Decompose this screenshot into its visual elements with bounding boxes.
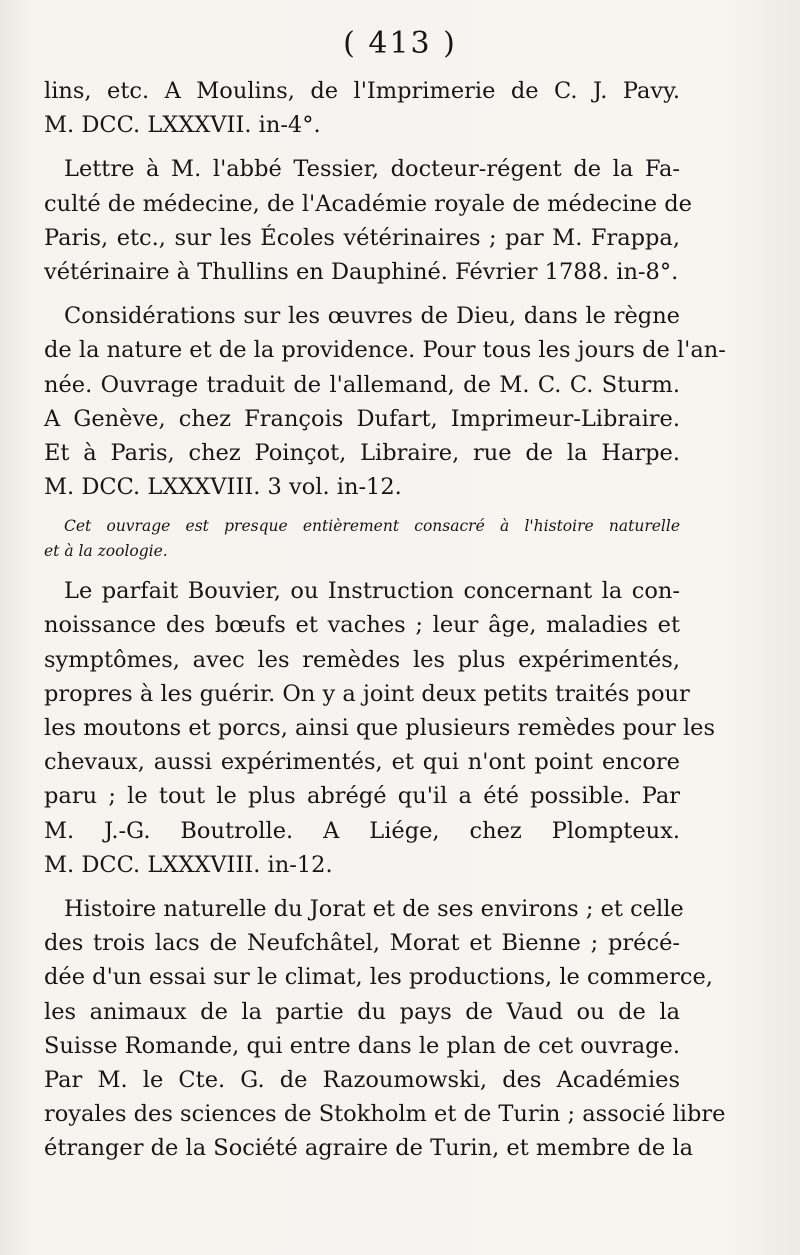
text-line: M. DCC. LXXXVIII. 3 vol. in-12. xyxy=(44,474,402,501)
text-line: de la nature et de la providence. Pour tous les jours de l'an- xyxy=(44,337,726,364)
text-line: Considérations sur les œuvres de Dieu, dans le règne xyxy=(64,303,680,330)
text-line: A Genève, chez François Dufart, Imprimeur-Libraire. xyxy=(44,405,680,432)
text-line: M. DCC. LXXXVII. in-4°. xyxy=(44,112,321,139)
text-line: des trois lacs de Neufchâtel, Morat et Bienne ; précé- xyxy=(44,930,680,957)
text-line: dée d'un essai sur le climat, les productions, le commerce, xyxy=(44,964,713,991)
entry-3-note xyxy=(44,514,680,564)
text-line: lins, etc. A Moulins, de l'Imprimerie de C. J. Pavy. xyxy=(44,78,680,104)
note-line: Cet ouvrage est presque entièrement consacré à l'histoire naturelle xyxy=(64,517,680,536)
text-line: Et à Paris, chez Poinçot, Libraire, rue de la Harpe. xyxy=(44,439,680,466)
text-line: étranger de la Société agraire de Turin, et membre de la xyxy=(44,1135,693,1162)
entry-3 xyxy=(44,299,726,504)
text-line: royales des sciences de Stokholm et de Turin ; associé libre xyxy=(44,1101,726,1128)
text-line: vétérinaire à Thullins en Dauphiné. Février 1788. in-8°. xyxy=(44,258,679,285)
text-line: paru ; le tout le plus abrégé qu'il a été possible. Par xyxy=(44,783,680,810)
entry-1 xyxy=(44,74,680,142)
text-line: Histoire naturelle du Jorat et de ses environs ; et celle xyxy=(64,895,684,922)
text-line: Suisse Romande, qui entre dans le plan de cet ouvrage. xyxy=(44,1032,680,1059)
text-line: M. DCC. LXXXVIII. in-12. xyxy=(44,851,333,878)
text-line: née. Ouvrage traduit de l'allemand, de M. C. C. Sturm. xyxy=(44,371,680,398)
entry-5 xyxy=(44,892,726,1166)
entry-4 xyxy=(44,574,716,882)
entry-2 xyxy=(44,152,692,289)
text-line: chevaux, aussi expérimentés, et qui n'ont point encore xyxy=(44,749,680,776)
text-line: propres à les guérir. On y a joint deux petits traités pour xyxy=(44,680,690,707)
text-line: les moutons et porcs, ainsi que plusieurs remèdes pour les xyxy=(44,715,716,741)
text-line: Paris, etc., sur les Écoles vétérinaires ; par M. Frappa, xyxy=(44,224,680,251)
text-line: M. J.-G. Boutrolle. A Liége, chez Plompteux. xyxy=(44,817,680,844)
page-number: ( 413 ) xyxy=(343,26,457,61)
text-line: symptômes, avec les remèdes les plus expérimentés, xyxy=(44,646,680,673)
text-line: noissance des bœufs et vaches ; leur âge, maladies et xyxy=(44,612,680,639)
text-line: Le parfait Bouvier, ou Instruction concernant la con- xyxy=(64,578,680,605)
text-line: culté de médecine, de l'Académie royale de médecine de xyxy=(44,190,692,217)
text-line: Lettre à M. l'abbé Tessier, docteur-régent de la Fa- xyxy=(64,156,680,183)
note-line: et à la zoologie. xyxy=(44,542,168,561)
page-body xyxy=(44,74,726,1175)
text-line: Par M. le Cte. G. de Razoumowski, des Académies xyxy=(44,1066,680,1093)
text-line: les animaux de la partie du pays de Vaud ou de la xyxy=(44,998,680,1025)
